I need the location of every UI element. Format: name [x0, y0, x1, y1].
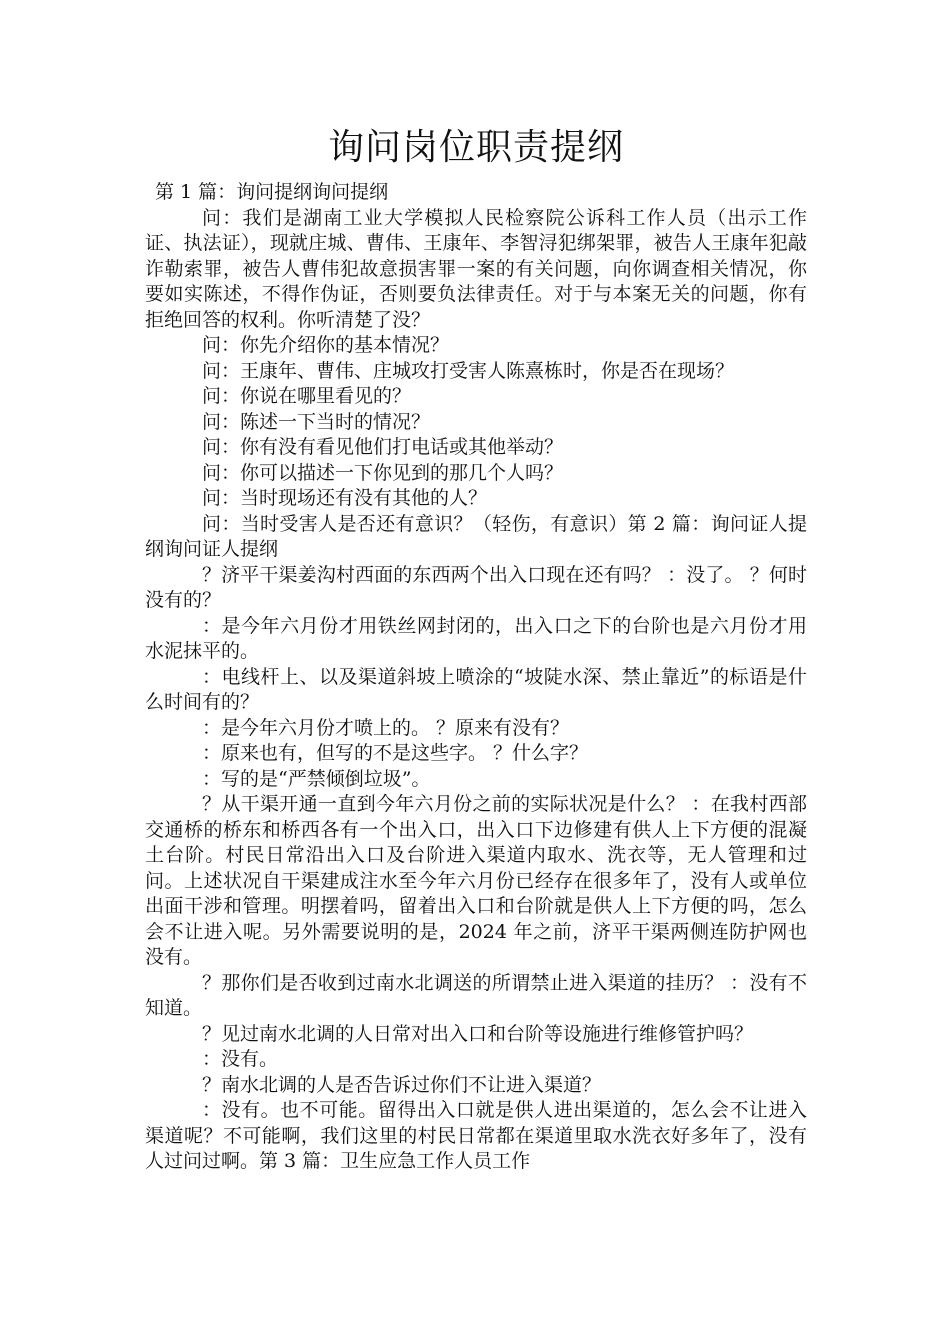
- document-page: [145, 118, 807, 1175]
- body-paragraph: 问：你可以描述一下你见到的那几个人吗？: [202, 461, 564, 484]
- body-paragraph: ？从干渠开通一直到今年六月份之前的实际状况是什么？ ：在我村西部交通桥的桥东和桥西各有一个出入口，出入口下边修建有供人上下方便的混凝土台阶。村民日常沿出入口及台阶进入渠道内取水、洗衣等，无人管理和过问。上述状况自干渠建成注水至今年六月份已经存在很多年了，没有人或单位出面干涉和管理。明摆着吗，留着出入口和台阶就是供人上下方便的吗，怎么会不让进入呢。另外需要说明的是，2024 年之前，济平干渠两侧连防护网也没有。: [145, 793, 807, 968]
- body-paragraph: ：原来也有，但写的不是这些字。 ？什么字？: [202, 742, 589, 764]
- body-paragraph: ：写的是“严禁倾倒垃圾”。: [202, 767, 431, 790]
- section-heading: 第 1 篇：询问提纲询问提纲: [155, 181, 389, 203]
- body-paragraph: 问：当时受害人是否还有意识？（轻伤，有意识）第 2 篇：询问证人提纲询问证人提纲: [145, 512, 807, 560]
- body-paragraph: ：是今年六月份才喷上的。 ？原来有没有？: [202, 716, 570, 739]
- body-paragraph: ？南水北调的人是否告诉过你们不让进入渠道？: [202, 1073, 602, 1096]
- body-paragraph: ？济平干渠姜沟村西面的东西两个出入口现在还有吗？ ：没了。 ？何时没有的？: [145, 563, 807, 611]
- body-paragraph: 问：我们是湖南工业大学模拟人民检察院公诉科工作人员（出示工作证、执法证），现就庄城、曹伟、王康年、李智浔犯绑架罪，被告人王康年犯敲诈勒索罪，被告人曹伟犯故意损害罪一案的有关问题，向你调查相关情况，你要如实陈述，不得作伪证，否则要负法律责任。对于与本案无关的问题，你有拒绝回答的权利。你听清楚了没？: [145, 206, 807, 331]
- document-body: [145, 206, 807, 1175]
- body-paragraph: ：没有。: [202, 1048, 279, 1070]
- body-paragraph: 问：当时现场还有没有其他的人？: [202, 487, 488, 509]
- document-title: 询问岗位职责提纲: [327, 127, 624, 168]
- body-paragraph: 问：陈述一下当时的情况？: [202, 410, 431, 433]
- body-paragraph: ：电线杆上、以及渠道斜坡上喷涂的“坡陡水深、禁止靠近”的标语是什么时间有的？: [145, 665, 807, 713]
- body-paragraph: 问：你有没有看见他们打电话或其他举动？: [202, 436, 564, 458]
- body-paragraph: ？那你们是否收到过南水北调送的所谓禁止进入渠道的挂历？ ：没有不知道。: [145, 971, 807, 1019]
- body-paragraph: 问：你先介绍你的基本情况？: [202, 334, 450, 356]
- body-paragraph: 问：你说在哪里看见的？: [202, 385, 412, 407]
- body-paragraph: ：是今年六月份才用铁丝网封闭的，出入口之下的台阶也是六月份才用水泥抹平的。: [145, 614, 807, 662]
- body-paragraph: 问：王康年、曹伟、庄城攻打受害人陈熹栋时，你是否在现场？: [202, 359, 735, 382]
- body-paragraph: ：没有。也不可能。留得出入口就是供人进出渠道的，怎么会不让进入渠道呢？不可能啊，我们这里的村民日常都在渠道里取水洗衣好多年了，没有人过问过啊。第 3 篇：卫生应急工作人员工作: [145, 1099, 807, 1172]
- body-paragraph: ？见过南水北调的人日常对出入口和台阶等设施进行维修管护吗？: [202, 1022, 754, 1045]
